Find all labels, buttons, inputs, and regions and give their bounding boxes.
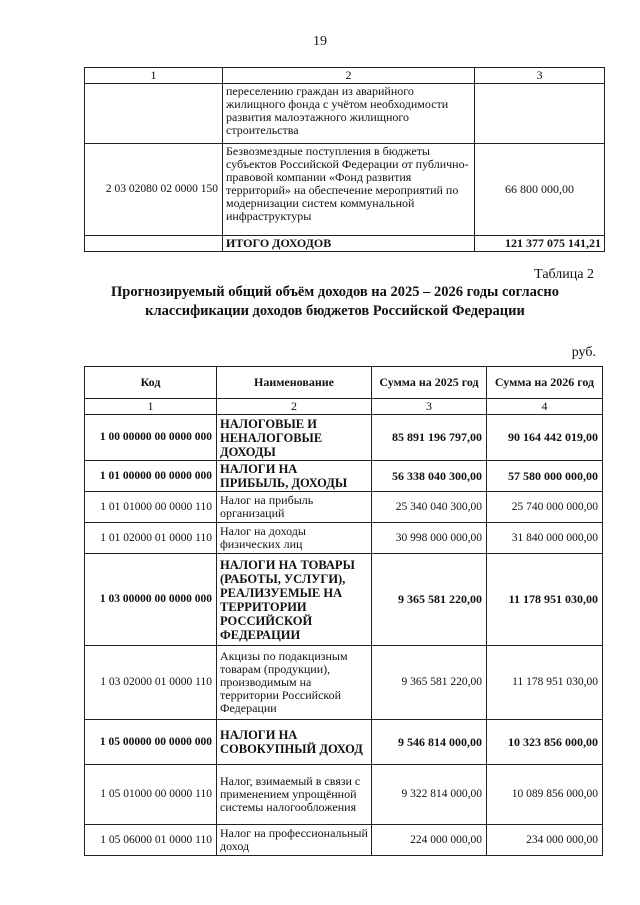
table-row bbox=[85, 646, 603, 720]
revenue-table bbox=[84, 366, 603, 856]
sum-2026-cell: 11 178 951 030,00 bbox=[487, 646, 603, 720]
header-code: Код bbox=[85, 367, 217, 399]
name-cell: НАЛОГОВЫЕ И НЕНАЛОГОВЫЕ ДОХОДЫ bbox=[217, 415, 372, 461]
col-number: 3 bbox=[372, 399, 487, 415]
name-cell: НАЛОГИ НА СОВОКУПНЫЙ ДОХОД bbox=[217, 720, 372, 765]
name-cell: Безвозмездные поступления в бюджеты субъектов Российской Федерации от публично-правовой компании «Фонд развития территорий» на обеспечение мероприятий по модернизации систем коммунальной инфраструктуры bbox=[223, 144, 475, 236]
sum-2025-cell: 9 322 814 000,00 bbox=[372, 765, 487, 825]
col-number: 3 bbox=[475, 68, 605, 84]
table-continuation bbox=[84, 67, 605, 252]
total-sum: 121 377 075 141,21 bbox=[475, 236, 605, 252]
code-cell bbox=[85, 236, 223, 252]
sum-2025-cell: 224 000 000,00 bbox=[372, 825, 487, 856]
sum-cell bbox=[475, 84, 605, 144]
header-sum-2026: Сумма на 2026 год bbox=[487, 367, 603, 399]
code-cell: 1 05 06000 01 0000 110 bbox=[85, 825, 217, 856]
sum-2025-cell: 30 998 000 000,00 bbox=[372, 523, 487, 554]
code-cell: 1 05 00000 00 0000 000 bbox=[85, 720, 217, 765]
heading-line: классификации доходов бюджетов Российской Федерации bbox=[145, 303, 525, 319]
code-cell: 1 01 00000 00 0000 000 bbox=[85, 461, 217, 492]
page-number: 19 bbox=[313, 34, 327, 49]
name-cell: Налог на доходы физических лиц bbox=[217, 523, 372, 554]
col-number: 1 bbox=[85, 68, 223, 84]
header-sum-2025: Сумма на 2025 год bbox=[372, 367, 487, 399]
name-cell: Налог на профессиональный доход bbox=[217, 825, 372, 856]
table-row bbox=[85, 825, 603, 856]
code-cell: 1 01 02000 01 0000 110 bbox=[85, 523, 217, 554]
table-heading bbox=[70, 283, 600, 321]
code-cell: 1 03 00000 00 0000 000 bbox=[85, 554, 217, 646]
sum-2025-cell: 9 365 581 220,00 bbox=[372, 646, 487, 720]
name-cell: Акцизы по подакцизным товарам (продукции), производимым на территории Российской Федерации bbox=[217, 646, 372, 720]
table-row bbox=[85, 492, 603, 523]
table-row bbox=[85, 720, 603, 765]
code-cell: 2 03 02080 02 0000 150 bbox=[85, 144, 223, 236]
col-number: 2 bbox=[217, 399, 372, 415]
name-cell: переселению граждан из аварийного жилищного фонда с учётом необходимости развития малоэтажного жилищного строительства bbox=[223, 84, 475, 144]
sum-2026-cell: 234 000 000,00 bbox=[487, 825, 603, 856]
col-number: 2 bbox=[223, 68, 475, 84]
sum-2025-cell: 9 365 581 220,00 bbox=[372, 554, 487, 646]
name-cell: НАЛОГИ НА ТОВАРЫ (РАБОТЫ, УСЛУГИ), РЕАЛИЗУЕМЫЕ НА ТЕРРИТОРИИ РОССИЙСКОЙ ФЕДЕРАЦИИ bbox=[217, 554, 372, 646]
sum-2026-cell: 90 164 442 019,00 bbox=[487, 415, 603, 461]
sum-2025-cell: 25 340 040 300,00 bbox=[372, 492, 487, 523]
name-cell: Налог, взимаемый в связи с применением упрощённой системы налогообложения bbox=[217, 765, 372, 825]
table-row bbox=[85, 523, 603, 554]
name-cell: Налог на прибыль организаций bbox=[217, 492, 372, 523]
sum-2025-cell: 9 546 814 000,00 bbox=[372, 720, 487, 765]
code-cell: 1 05 01000 00 0000 110 bbox=[85, 765, 217, 825]
header-name: Наименование bbox=[217, 367, 372, 399]
sum-2025-cell: 56 338 040 300,00 bbox=[372, 461, 487, 492]
col-number: 4 bbox=[487, 399, 603, 415]
sum-cell: 66 800 000,00 bbox=[475, 144, 605, 236]
table-row bbox=[85, 765, 603, 825]
sum-2026-cell: 25 740 000 000,00 bbox=[487, 492, 603, 523]
sum-2026-cell: 10 323 856 000,00 bbox=[487, 720, 603, 765]
table-row bbox=[85, 415, 603, 461]
code-cell: 1 00 00000 00 0000 000 bbox=[85, 415, 217, 461]
col-number: 1 bbox=[85, 399, 217, 415]
table-row bbox=[85, 461, 603, 492]
sum-2025-cell: 85 891 196 797,00 bbox=[372, 415, 487, 461]
currency-unit: руб. bbox=[571, 345, 596, 360]
table-label: Таблица 2 bbox=[534, 267, 594, 282]
name-cell: НАЛОГИ НА ПРИБЫЛЬ, ДОХОДЫ bbox=[217, 461, 372, 492]
code-cell: 1 01 01000 00 0000 110 bbox=[85, 492, 217, 523]
sum-2026-cell: 11 178 951 030,00 bbox=[487, 554, 603, 646]
code-cell bbox=[85, 84, 223, 144]
table-row bbox=[85, 554, 603, 646]
sum-2026-cell: 31 840 000 000,00 bbox=[487, 523, 603, 554]
sum-2026-cell: 10 089 856 000,00 bbox=[487, 765, 603, 825]
sum-2026-cell: 57 580 000 000,00 bbox=[487, 461, 603, 492]
heading-line: Прогнозируемый общий объём доходов на 2025 – 2026 годы согласно bbox=[111, 284, 559, 300]
total-label: ИТОГО ДОХОДОВ bbox=[223, 236, 475, 252]
code-cell: 1 03 02000 01 0000 110 bbox=[85, 646, 217, 720]
